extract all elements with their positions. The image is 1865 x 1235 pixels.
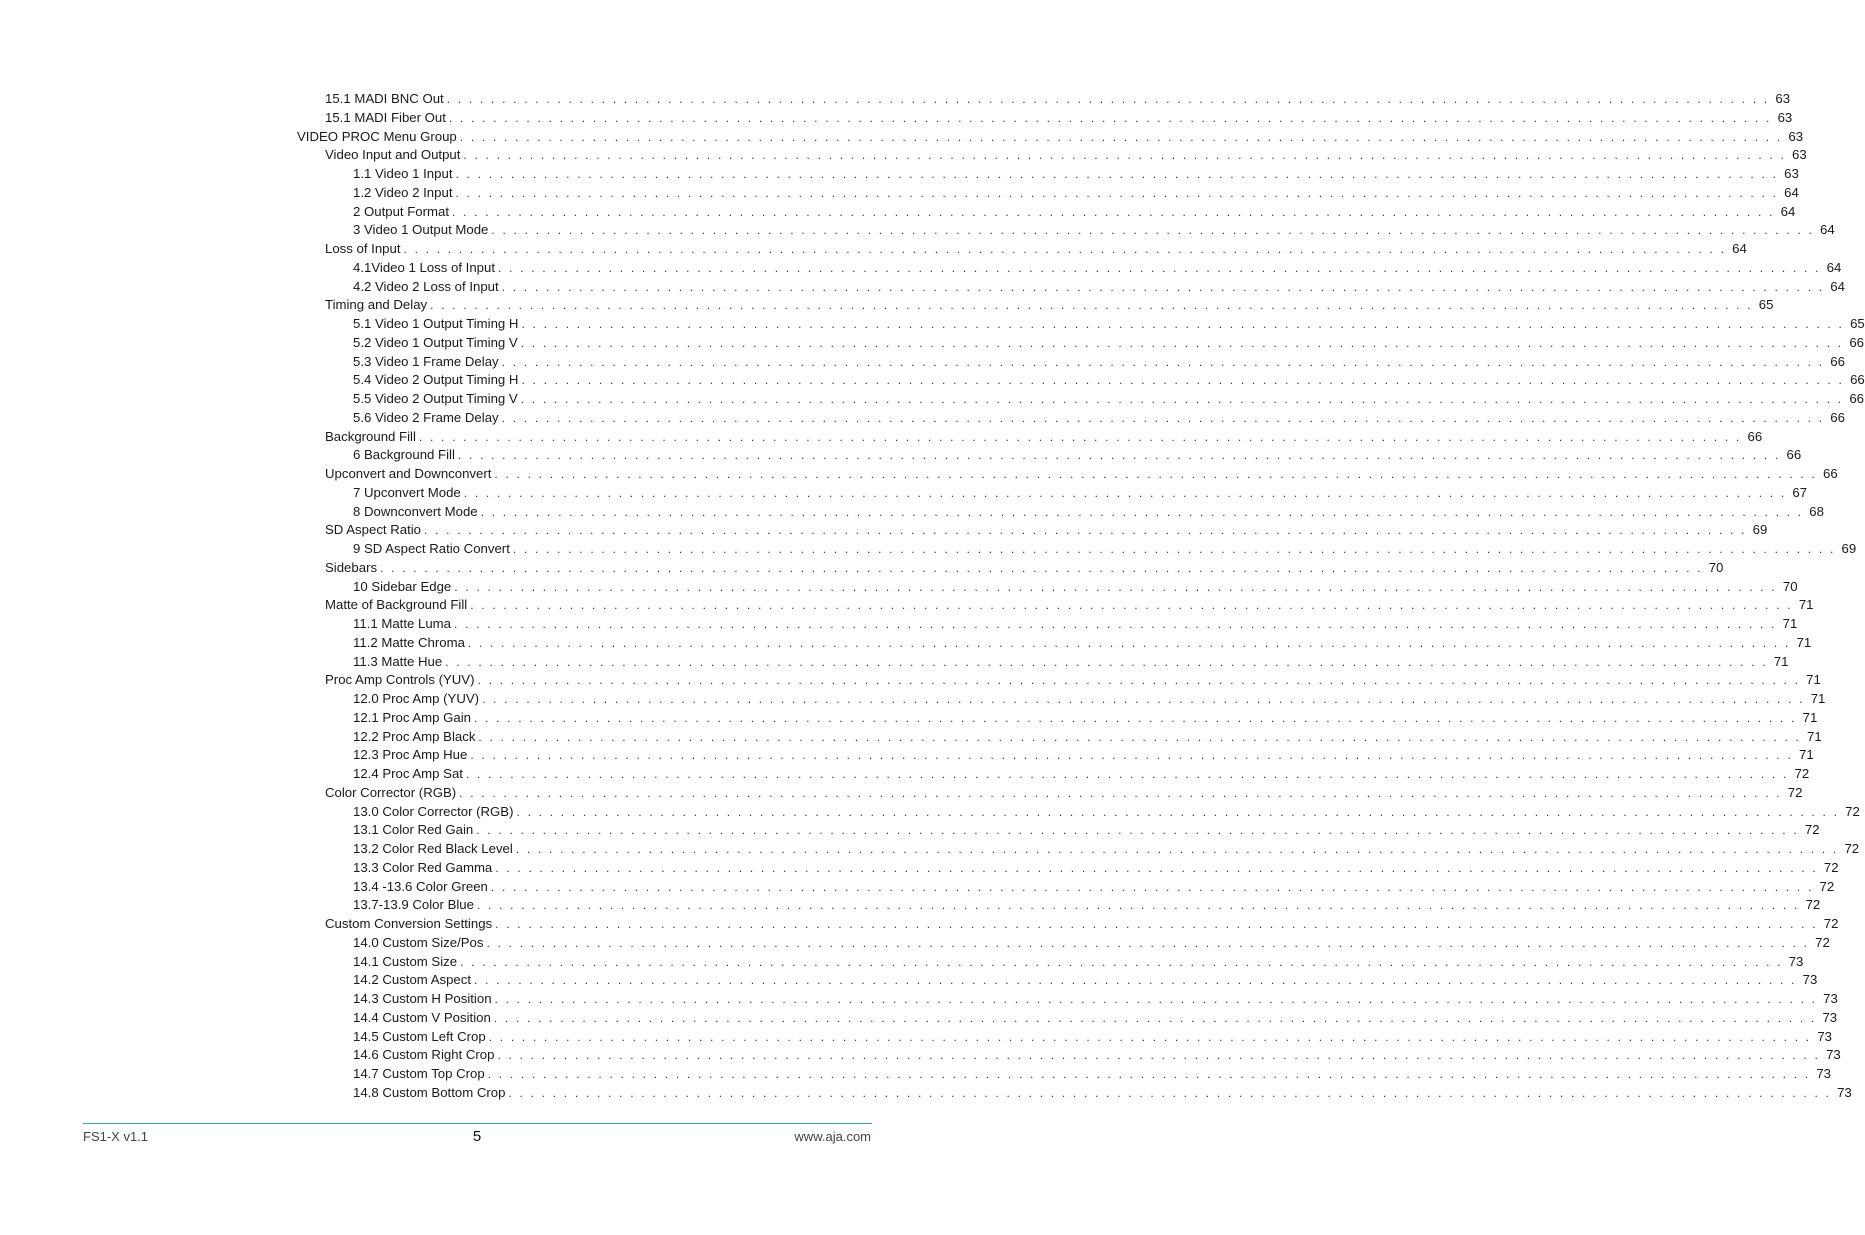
toc-entry[interactable]: [0, 653, 1789, 672]
toc-entry-page-number: 73: [1802, 972, 1818, 988]
toc-entry-title: Sidebars: [325, 559, 378, 575]
toc-entry-page-number: 64: [1830, 278, 1845, 294]
toc-entry-page-number: 73: [1826, 1047, 1841, 1063]
toc-entry[interactable]: [0, 709, 1818, 728]
toc-dot-leader: . . . . . . . . . . . . . . . . . . . . . . . . . . . . . . . . . . . . . . . . . . . . . . . . . . . . . . . . . . . . . . . . . . . . . . . . . . . . . . . . . . . . . . . . . . . . . . . . . . . . . . . . . . . . . . . . . . . . . . . .: [454, 617, 1777, 631]
toc-entry-page-number: 71: [1798, 747, 1814, 763]
toc-entry[interactable]: [0, 353, 1845, 372]
toc-entry[interactable]: [0, 690, 1826, 709]
toc-dot-leader: . . . . . . . . . . . . . . . . . . . . . . . . . . . . . . . . . . . . . . . . . . . . . . . . . . . . . . . . . . . . . . . . . . . . . . . . . . . . . . . . . . . . . . . . . . . . . . . . . . . . . . . . . . . . . . . . . . . . . . . .: [494, 467, 1818, 481]
toc-entry-title: 4.2 Video 2 Loss of Input: [353, 278, 499, 294]
toc-entry[interactable]: [0, 746, 1814, 765]
toc-entry[interactable]: [0, 840, 1860, 859]
toc-entry-page-number: 65: [1758, 297, 1774, 313]
toc-entry-page-number: 66: [1849, 334, 1864, 350]
toc-entry-page-number: 64: [1732, 241, 1747, 256]
toc-entry-title: 5.4 Video 2 Output Timing H: [353, 372, 519, 388]
toc-dot-leader: . . . . . . . . . . . . . . . . . . . . . . . . . . . . . . . . . . . . . . . . . . . . . . . . . . . . . . . . . . . . . . . . . . . . . . . . . . . . . . . . . . . . . . . . . . . . . . . . . . . . . . . . . . . . . . . . . . . . . . . .: [508, 1085, 1832, 1100]
toc-entry[interactable]: [0, 578, 1798, 597]
toc-entry[interactable]: [0, 971, 1818, 990]
toc-entry-title: 5.2 Video 1 Output Timing V: [353, 334, 518, 350]
toc-entry[interactable]: [0, 371, 1865, 390]
toc-dot-leader: . . . . . . . . . . . . . . . . . . . . . . . . . . . . . . . . . . . . . . . . . . . . . . . . . . . . . . . . . . . . . . . . . . . . . . . . . . . . . . . . . . . . . . . . . . . . . . . . . . . . . . . . . . . . . . . . . . . . . . . .: [476, 898, 1800, 913]
toc-entry[interactable]: [0, 765, 1810, 784]
toc-entry-title: 5.1 Video 1 Output Timing H: [353, 316, 519, 331]
toc-entry-page-number: 73: [1788, 953, 1804, 969]
toc-dot-leader: . . . . . . . . . . . . . . . . . . . . . . . . . . . . . . . . . . . . . . . . . . . . . . . . . . . . . . . . . . . . . . . . . . . . . . . . . . . . . . . . . . . . . . . . . . . . . . . . . . . . . . . . . . . . . . . . . . . . . . . .: [418, 429, 1742, 444]
toc-entry-title: 5.3 Video 1 Frame Delay: [353, 353, 499, 369]
toc-entry-title: 12.2 Proc Amp Black: [353, 728, 476, 744]
toc-dot-leader: . . . . . . . . . . . . . . . . . . . . . . . . . . . . . . . . . . . . . . . . . . . . . . . . . . . . . . . . . . . . . . . . . . . . . . . . . . . . . . . . . . . . . . . . . . . . . . . . . . . . . . . . . . . . . . . . . . . . . . . .: [467, 635, 1791, 650]
toc-entry[interactable]: [0, 128, 1804, 147]
toc-entry-page-number: 63: [1788, 128, 1804, 144]
toc-entry-title: 13.7-13.9 Color Blue: [353, 897, 474, 913]
toc-entry[interactable]: [0, 315, 1865, 334]
toc-entry[interactable]: [0, 615, 1798, 634]
toc-entry[interactable]: [0, 671, 1821, 690]
toc-dot-leader: . . . . . . . . . . . . . . . . . . . . . . . . . . . . . . . . . . . . . . . . . . . . . . . . . . . . . . . . . . . . . . . . . . . . . . . . . . . . . . . . . . . . . . . . . . . . . . . . . . . . . . . . . . . . . . . . . . . . . . . .: [455, 167, 1779, 181]
toc-dot-leader: . . . . . . . . . . . . . . . . . . . . . . . . . . . . . . . . . . . . . . . . . . . . . . . . . . . . . . . . . . . . . . . . . . . . . . . . . . . . . . . . . . . . . . . . . . . . . . . . . . . . . . . . . . . . . . . . . . . . . . . .: [520, 392, 1844, 406]
toc-dot-leader: . . . . . . . . . . . . . . . . . . . . . . . . . . . . . . . . . . . . . . . . . . . . . . . . . . . . . . . . . . . . . . . . . . . . . . . . . . . . . . . . . . . . . . . . . . . . . . . . . . . . . . . . . . . . . . . . . . . . . . . .: [463, 148, 1787, 163]
toc-entry-page-number: 64: [1780, 203, 1796, 219]
toc-entry-page-number: 72: [1844, 841, 1860, 856]
toc-entry-title: 11.1 Matte Luma: [353, 616, 451, 631]
toc-dot-leader: . . . . . . . . . . . . . . . . . . . . . . . . . . . . . . . . . . . . . . . . . . . . . . . . . . . . . . . . . . . . . . . . . . . . . . . . . . . . . . . . . . . . . . . . . . . . . . . . . . . . . . . . . . . . . . . . . . . . . . . .: [521, 373, 1845, 388]
toc-entry-page-number: 71: [1773, 653, 1789, 669]
toc-entry[interactable]: [0, 503, 1824, 522]
toc-entry[interactable]: [0, 203, 1796, 222]
toc-dot-leader: . . . . . . . . . . . . . . . . . . . . . . . . . . . . . . . . . . . . . . . . . . . . . . . . . . . . . . . . . . . . . . . . . . . . . . . . . . . . . . . . . . . . . . . . . . . . . . . . . . . . . . . . . . . . . . . . . . . . . . . .: [445, 654, 1768, 669]
toc-entry-title: 14.2 Custom Aspect: [353, 972, 472, 988]
toc-entry-title: Timing and Delay: [325, 297, 428, 313]
toc-dot-leader: . . . . . . . . . . . . . . . . . . . . . . . . . . . . . . . . . . . . . . . . . . . . . . . . . . . . . . . . . . . . . . . . . . . . . . . . . . . . . . . . . . . . . . . . . . . . . . . . . . . . . . . . . . . . . . . . . . . . . . . .: [380, 560, 1703, 575]
toc-dot-leader: . . . . . . . . . . . . . . . . . . . . . . . . . . . . . . . . . . . . . . . . . . . . . . . . . . . . . . . . . . . . . . . . . . . . . . . . . . . . . . . . . . . . . . . . . . . . . . . . . . . . . . . . . . . . . . . . . . . . . . . .: [465, 767, 1789, 781]
toc-dot-leader: . . . . . . . . . . . . . . . . . . . . . . . . . . . . . . . . . . . . . . . . . . . . . . . . . . . . . . . . . . . . . . . . . . . . . . . . . . . . . . . . . . . . . . . . . . . . . . . . . . . . . . . . . . . . . . . . . . . . . . . .: [470, 598, 1793, 613]
toc-entry-page-number: 71: [1782, 616, 1798, 631]
toc-entry-title: 5.5 Video 2 Output Timing V: [353, 391, 518, 406]
toc-dot-leader: . . . . . . . . . . . . . . . . . . . . . . . . . . . . . . . . . . . . . . . . . . . . . . . . . . . . . . . . . . . . . . . . . . . . . . . . . . . . . . . . . . . . . . . . . . . . . . . . . . . . . . . . . . . . . . . . . . . . . . . .: [446, 92, 1770, 106]
toc-entry-page-number: 64: [1820, 222, 1835, 238]
toc-entry[interactable]: [0, 596, 1814, 615]
toc-entry[interactable]: [0, 540, 1857, 559]
toc-entry-title: 3 Video 1 Output Mode: [353, 222, 489, 238]
toc-entry[interactable]: [0, 934, 1830, 953]
footer-website: www.aja.com: [794, 1129, 871, 1144]
toc-entry-page-number: 66: [1747, 428, 1763, 444]
toc-entry-page-number: 71: [1796, 634, 1812, 650]
toc-dot-leader: . . . . . . . . . . . . . . . . . . . . . . . . . . . . . . . . . . . . . . . . . . . . . . . . . . . . . . . . . . . . . . . . . . . . . . . . . . . . . . . . . . . . . . . . . . . . . . . . . . . . . . . . . . . . . . . . . . . . . . . .: [495, 860, 1818, 875]
toc-entry-page-number: 73: [1822, 1009, 1838, 1025]
toc-dot-leader: . . . . . . . . . . . . . . . . . . . . . . . . . . . . . . . . . . . . . . . . . . . . . . . . . . . . . . . . . . . . . . . . . . . . . . . . . . . . . . . . . . . . . . . . . . . . . . . . . . . . . . . . . . . . . . . . . . . . . . . .: [474, 973, 1797, 988]
toc-entry-page-number: 72: [1805, 897, 1821, 913]
toc-entry-title: 4.1Video 1 Loss of Input: [353, 259, 495, 275]
toc-dot-leader: . . . . . . . . . . . . . . . . . . . . . . . . . . . . . . . . . . . . . . . . . . . . . . . . . . . . . . . . . . . . . . . . . . . . . . . . . . . . . . . . . . . . . . . . . . . . . . . . . . . . . . . . . . . . . . . . . . . . . . . .: [430, 298, 1753, 313]
toc-dot-leader: . . . . . . . . . . . . . . . . . . . . . . . . . . . . . . . . . . . . . . . . . . . . . . . . . . . . . . . . . . . . . . . . . . . . . . . . . . . . . . . . . . . . . . . . . . . . . . . . . . . . . . . . . . . . . . . . . . . . . . . .: [459, 785, 1782, 800]
toc-entry-page-number: 64: [1826, 259, 1842, 275]
toc-entry-page-number: 66: [1850, 372, 1865, 388]
toc-entry-page-number: 70: [1782, 578, 1798, 594]
toc-entry-page-number: 73: [1823, 991, 1838, 1006]
toc-entry[interactable]: [0, 184, 1799, 203]
toc-dot-leader: . . . . . . . . . . . . . . . . . . . . . . . . . . . . . . . . . . . . . . . . . . . . . . . . . . . . . . . . . . . . . . . . . . . . . . . . . . . . . . . . . . . . . . . . . . . . . . . . . . . . . . . . . . . . . . . . . . . . . . . .: [497, 1048, 1821, 1063]
toc-entry-title: Color Corrector (RGB): [325, 784, 457, 800]
toc-entry[interactable]: [0, 165, 1799, 184]
toc-entry[interactable]: [0, 409, 1845, 428]
toc-entry-page-number: 72: [1823, 859, 1839, 875]
toc-dot-leader: . . . . . . . . . . . . . . . . . . . . . . . . . . . . . . . . . . . . . . . . . . . . . . . . . . . . . . . . . . . . . . . . . . . . . . . . . . . . . . . . . . . . . . . . . . . . . . . . . . . . . . . . . . . . . . . . . . . . . . . .: [512, 542, 1836, 556]
toc-entry-title: 15.1 MADI BNC Out: [325, 91, 444, 106]
toc-entry[interactable]: [0, 784, 1803, 803]
toc-dot-leader: . . . . . . . . . . . . . . . . . . . . . . . . . . . . . . . . . . . . . . . . . . . . . . . . . . . . . . . . . . . . . . . . . . . . . . . . . . . . . . . . . . . . . . . . . . . . . . . . . . . . . . . . . . . . . . . . . . . . . . . .: [482, 692, 1805, 706]
toc-entry-title: 10 Sidebar Edge: [353, 578, 452, 594]
toc-dot-leader: . . . . . . . . . . . . . . . . . . . . . . . . . . . . . . . . . . . . . . . . . . . . . . . . . . . . . . . . . . . . . . . . . . . . . . . . . . . . . . . . . . . . . . . . . . . . . . . . . . . . . . . . . . . . . . . . . . . . . . . .: [498, 260, 1821, 275]
toc-entry[interactable]: [0, 146, 1807, 165]
toc-entry[interactable]: [0, 728, 1822, 747]
toc-entry-title: 12.0 Proc Amp (YUV): [353, 691, 480, 706]
toc-dot-leader: . . . . . . . . . . . . . . . . . . . . . . . . . . . . . . . . . . . . . . . . . . . . . . . . . . . . . . . . . . . . . . . . . . . . . . . . . . . . . . . . . . . . . . . . . . . . . . . . . . . . . . . . . . . . . . . . . . . . . . . .: [452, 204, 1775, 219]
toc-dot-leader: . . . . . . . . . . . . . . . . . . . . . . . . . . . . . . . . . . . . . . . . . . . . . . . . . . . . . . . . . . . . . . . . . . . . . . . . . . . . . . . . . . . . . . . . . . . . . . . . . . . . . . . . . . . . . . . . . . . . . . . .: [474, 710, 1797, 725]
toc-dot-leader: . . . . . . . . . . . . . . . . . . . . . . . . . . . . . . . . . . . . . . . . . . . . . . . . . . . . . . . . . . . . . . . . . . . . . . . . . . . . . . . . . . . . . . . . . . . . . . . . . . . . . . . . . . . . . . . . . . . . . . . .: [463, 485, 1787, 500]
toc-dot-leader: . . . . . . . . . . . . . . . . . . . . . . . . . . . . . . . . . . . . . . . . . . . . . . . . . . . . . . . . . . . . . . . . . . . . . . . . . . . . . . . . . . . . . . . . . . . . . . . . . . . . . . . . . . . . . . . . . . . . . . . .: [448, 110, 1772, 125]
toc-entry-title: Matte of Background Fill: [325, 597, 468, 613]
toc-entry-title: SD Aspect Ratio: [325, 522, 422, 538]
toc-entry[interactable]: [0, 296, 1774, 315]
toc-entry-title: 11.2 Matte Chroma: [353, 634, 465, 650]
toc-entry-title: 14.5 Custom Left Crop: [353, 1028, 486, 1044]
toc-entry-title: 7 Upconvert Mode: [353, 484, 461, 500]
footer-product-version: FS1-X v1.1: [83, 1129, 149, 1144]
toc-entry-page-number: 71: [1798, 597, 1814, 613]
toc-entry-title: 13.4 -13.6 Color Green: [353, 878, 488, 894]
toc-dot-leader: . . . . . . . . . . . . . . . . . . . . . . . . . . . . . . . . . . . . . . . . . . . . . . . . . . . . . . . . . . . . . . . . . . . . . . . . . . . . . . . . . . . . . . . . . . . . . . . . . . . . . . . . . . . . . . . . . . . . . . . .: [521, 317, 1845, 331]
toc-entry[interactable]: [0, 634, 1812, 653]
toc-entry[interactable]: [0, 915, 1839, 934]
toc-entry-page-number: 64: [1784, 184, 1799, 200]
toc-entry-title: Custom Conversion Settings: [325, 916, 493, 931]
toc-entry[interactable]: [0, 109, 1793, 128]
toc-entry-title: 1.1 Video 1 Input: [353, 166, 453, 181]
toc-entry-page-number: 66: [1849, 391, 1864, 406]
toc-dot-leader: . . . . . . . . . . . . . . . . . . . . . . . . . . . . . . . . . . . . . . . . . . . . . . . . . . . . . . . . . . . . . . . . . . . . . . . . . . . . . . . . . . . . . . . . . . . . . . . . . . . . . . . . . . . . . . . . . . . . . . . .: [488, 1029, 1812, 1044]
toc-dot-leader: . . . . . . . . . . . . . . . . . . . . . . . . . . . . . . . . . . . . . . . . . . . . . . . . . . . . . . . . . . . . . . . . . . . . . . . . . . . . . . . . . . . . . . . . . . . . . . . . . . . . . . . . . . . . . . . . . . . . . . . .: [454, 579, 1777, 594]
toc-entry-page-number: 69: [1841, 541, 1857, 556]
toc-entry-title: 13.2 Color Red Black Level: [353, 841, 513, 856]
footer-page-number: 5: [472, 1128, 482, 1145]
toc-entry-title: Background Fill: [325, 428, 416, 444]
toc-entry-title: 15.1 MADI Fiber Out: [325, 109, 446, 125]
toc-entry-title: 13.3 Color Red Gamma: [353, 859, 493, 875]
toc-entry-title: 5.6 Video 2 Frame Delay: [353, 409, 499, 425]
toc-dot-leader: . . . . . . . . . . . . . . . . . . . . . . . . . . . . . . . . . . . . . . . . . . . . . . . . . . . . . . . . . . . . . . . . . . . . . . . . . . . . . . . . . . . . . . . . . . . . . . . . . . . . . . . . . . . . . . . . . . . . . . . .: [460, 954, 1783, 969]
toc-entry-page-number: 72: [1787, 784, 1803, 800]
toc-entry[interactable]: [0, 559, 1724, 578]
toc-dot-leader: . . . . . . . . . . . . . . . . . . . . . . . . . . . . . . . . . . . . . . . . . . . . . . . . . . . . . . . . . . . . . . . . . . . . . . . . . . . . . . . . . . . . . . . . . . . . . . . . . . . . . . . . . . . . . . . . . . . . . . . .: [490, 879, 1814, 894]
toc-entry-title: 12.4 Proc Amp Sat: [353, 766, 463, 781]
toc-entry-page-number: 71: [1807, 728, 1822, 744]
toc-entry[interactable]: [0, 428, 1763, 447]
toc-entry[interactable]: [0, 878, 1835, 897]
toc-entry[interactable]: [0, 896, 1821, 915]
toc-entry[interactable]: [0, 334, 1864, 353]
toc-entry-title: 14.1 Custom Size: [353, 953, 458, 969]
toc-entry-page-number: 73: [1817, 1028, 1832, 1044]
toc-entry-page-number: 66: [1830, 409, 1845, 425]
toc-dot-leader: . . . . . . . . . . . . . . . . . . . . . . . . . . . . . . . . . . . . . . . . . . . . . . . . . . . . . . . . . . . . . . . . . . . . . . . . . . . . . . . . . . . . . . . . . . . . . . . . . . . . . . . . . . . . . . . . . . . . . . . .: [515, 842, 1839, 856]
toc-dot-leader: . . . . . . . . . . . . . . . . . . . . . . . . . . . . . . . . . . . . . . . . . . . . . . . . . . . . . . . . . . . . . . . . . . . . . . . . . . . . . . . . . . . . . . . . . . . . . . . . . . . . . . . . . . . . . . . . . . . . . . . .: [495, 917, 1818, 931]
toc-entry-title: 12.1 Proc Amp Gain: [353, 709, 472, 725]
toc-entry-page-number: 63: [1777, 109, 1793, 125]
toc-entry[interactable]: [0, 1009, 1838, 1028]
toc-entry-page-number: 63: [1792, 147, 1807, 163]
toc-dot-leader: . . . . . . . . . . . . . . . . . . . . . . . . . . . . . . . . . . . . . . . . . . . . . . . . . . . . . . . . . . . . . . . . . . . . . . . . . . . . . . . . . . . . . . . . . . . . . . . . . . . . . . . . . . . . . . . . . . . . . . . .: [486, 935, 1810, 950]
toc-entry-page-number: 71: [1806, 672, 1821, 688]
toc-entry[interactable]: [0, 1028, 1832, 1047]
toc-dot-leader: . . . . . . . . . . . . . . . . . . . . . . . . . . . . . . . . . . . . . . . . . . . . . . . . . . . . . . . . . . . . . . . . . . . . . . . . . . . . . . . . . . . . . . . . . . . . . . . . . . . . . . . . . . . . . . . . . . . . . . . .: [424, 523, 1747, 538]
toc-entry-title: 1.2 Video 2 Input: [353, 184, 453, 200]
toc-entry-title: 6 Background Fill: [353, 447, 455, 463]
toc-entry[interactable]: [0, 1084, 1852, 1103]
toc-dot-leader: . . . . . . . . . . . . . . . . . . . . . . . . . . . . . . . . . . . . . . . . . . . . . . . . . . . . . . . . . . . . . . . . . . . . . . . . . . . . . . . . . . . . . . . . . . . . . . . . . . . . . . . . . . . . . . . . . . . . . . . .: [459, 129, 1783, 144]
toc-entry-page-number: 65: [1850, 316, 1865, 331]
toc-entry-title: 14.4 Custom V Position: [353, 1009, 491, 1025]
toc-dot-leader: . . . . . . . . . . . . . . . . . . . . . . . . . . . . . . . . . . . . . . . . . . . . . . . . . . . . . . . . . . . . . . . . . . . . . . . . . . . . . . . . . . . . . . . . . . . . . . . . . . . . . . . . . . . . . . . . . . . . . . . .: [501, 354, 1825, 369]
toc-entry-page-number: 68: [1809, 503, 1824, 519]
toc-entry[interactable]: [0, 221, 1835, 240]
toc-entry-title: 13.0 Color Corrector (RGB): [353, 803, 514, 819]
toc-dot-leader: . . . . . . . . . . . . . . . . . . . . . . . . . . . . . . . . . . . . . . . . . . . . . . . . . . . . . . . . . . . . . . . . . . . . . . . . . . . . . . . . . . . . . . . . . . . . . . . . . . . . . . . . . . . . . . . . . . . . . . . .: [478, 729, 1802, 744]
toc-entry[interactable]: [0, 521, 1768, 540]
toc-entry-title: 13.1 Color Red Gain: [353, 822, 474, 838]
toc-entry-title: 14.8 Custom Bottom Crop: [353, 1084, 506, 1100]
toc-entry-page-number: 63: [1784, 166, 1799, 181]
toc-entry-page-number: 72: [1794, 766, 1810, 781]
toc-entry-page-number: 71: [1802, 709, 1818, 725]
toc-entry-page-number: 67: [1792, 484, 1808, 500]
toc-dot-leader: . . . . . . . . . . . . . . . . . . . . . . . . . . . . . . . . . . . . . . . . . . . . . . . . . . . . . . . . . . . . . . . . . . . . . . . . . . . . . . . . . . . . . . . . . . . . . . . . . . . . . . . . . . . . . . . . . . . . . . . .: [493, 1010, 1817, 1025]
toc-entry-page-number: 72: [1823, 916, 1839, 931]
toc-dot-leader: . . . . . . . . . . . . . . . . . . . . . . . . . . . . . . . . . . . . . . . . . . . . . . . . . . . . . . . . . . . . . . . . . . . . . . . . . . . . . . . . . . . . . . . . . . . . . . . . . . . . . . . . . . . . . . . . . . . . . . . .: [455, 185, 1779, 200]
toc-entry[interactable]: [0, 390, 1864, 409]
toc-entry-title: 9 SD Aspect Ratio Convert: [353, 541, 510, 556]
toc-entry-page-number: 71: [1810, 691, 1826, 706]
toc-entry-title: 14.0 Custom Size/Pos: [353, 934, 484, 950]
toc-entry[interactable]: [0, 953, 1804, 972]
toc-entry-page-number: 73: [1837, 1084, 1852, 1100]
toc-entry-page-number: 72: [1804, 822, 1820, 838]
toc-entry-page-number: 72: [1815, 934, 1830, 950]
toc-dot-leader: . . . . . . . . . . . . . . . . . . . . . . . . . . . . . . . . . . . . . . . . . . . . . . . . . . . . . . . . . . . . . . . . . . . . . . . . . . . . . . . . . . . . . . . . . . . . . . . . . . . . . . . . . . . . . . . . . . . . . . . .: [516, 804, 1840, 819]
toc-entry[interactable]: [0, 484, 1808, 503]
toc-dot-leader: . . . . . . . . . . . . . . . . . . . . . . . . . . . . . . . . . . . . . . . . . . . . . . . . . . . . . . . . . . . . . . . . . . . . . . . . . . . . . . . . . . . . . . . . . . . . . . . . . . . . . . . . . . . . . . . . . . . . . . . .: [403, 242, 1727, 256]
toc-dot-leader: . . . . . . . . . . . . . . . . . . . . . . . . . . . . . . . . . . . . . . . . . . . . . . . . . . . . . . . . . . . . . . . . . . . . . . . . . . . . . . . . . . . . . . . . . . . . . . . . . . . . . . . . . . . . . . . . . . . . . . . .: [476, 823, 1799, 838]
toc-entry[interactable]: [0, 859, 1839, 878]
toc-entry-page-number: 66: [1830, 353, 1845, 369]
toc-dot-leader: . . . . . . . . . . . . . . . . . . . . . . . . . . . . . . . . . . . . . . . . . . . . . . . . . . . . . . . . . . . . . . . . . . . . . . . . . . . . . . . . . . . . . . . . . . . . . . . . . . . . . . . . . . . . . . . . . . . . . . . .: [501, 410, 1825, 425]
toc-entry-title: 14.3 Custom H Position: [353, 991, 492, 1006]
toc-dot-leader: . . . . . . . . . . . . . . . . . . . . . . . . . . . . . . . . . . . . . . . . . . . . . . . . . . . . . . . . . . . . . . . . . . . . . . . . . . . . . . . . . . . . . . . . . . . . . . . . . . . . . . . . . . . . . . . . . . . . . . . .: [487, 1067, 1811, 1081]
toc-entry[interactable]: [0, 278, 1845, 297]
toc-entry-page-number: 70: [1708, 559, 1724, 575]
toc-entry-page-number: 73: [1816, 1066, 1831, 1081]
toc-dot-leader: . . . . . . . . . . . . . . . . . . . . . . . . . . . . . . . . . . . . . . . . . . . . . . . . . . . . . . . . . . . . . . . . . . . . . . . . . . . . . . . . . . . . . . . . . . . . . . . . . . . . . . . . . . . . . . . . . . . . . . . .: [457, 448, 1781, 463]
toc-entry-title: 8 Downconvert Mode: [353, 503, 478, 519]
toc-dot-leader: . . . . . . . . . . . . . . . . . . . . . . . . . . . . . . . . . . . . . . . . . . . . . . . . . . . . . . . . . . . . . . . . . . . . . . . . . . . . . . . . . . . . . . . . . . . . . . . . . . . . . . . . . . . . . . . . . . . . . . . .: [520, 335, 1844, 350]
toc-dot-leader: . . . . . . . . . . . . . . . . . . . . . . . . . . . . . . . . . . . . . . . . . . . . . . . . . . . . . . . . . . . . . . . . . . . . . . . . . . . . . . . . . . . . . . . . . . . . . . . . . . . . . . . . . . . . . . . . . . . . . . . .: [480, 504, 1804, 519]
toc-entry-title: Proc Amp Controls (YUV): [325, 672, 475, 688]
toc-entry-page-number: 63: [1775, 91, 1791, 106]
toc-entry-page-number: 66: [1786, 447, 1802, 463]
toc-entry-page-number: 72: [1819, 878, 1835, 894]
toc-entry[interactable]: [0, 465, 1838, 484]
toc-dot-leader: . . . . . . . . . . . . . . . . . . . . . . . . . . . . . . . . . . . . . . . . . . . . . . . . . . . . . . . . . . . . . . . . . . . . . . . . . . . . . . . . . . . . . . . . . . . . . . . . . . . . . . . . . . . . . . . . . . . . . . . .: [494, 992, 1818, 1006]
toc-entry[interactable]: [0, 1046, 1841, 1065]
toc-dot-leader: . . . . . . . . . . . . . . . . . . . . . . . . . . . . . . . . . . . . . . . . . . . . . . . . . . . . . . . . . . . . . . . . . . . . . . . . . . . . . . . . . . . . . . . . . . . . . . . . . . . . . . . . . . . . . . . . . . . . . . . .: [470, 748, 1793, 763]
toc-entry-page-number: 69: [1752, 522, 1768, 538]
toc-entry-title: 2 Output Format: [353, 203, 450, 219]
toc-entry-title: Video Input and Output: [325, 147, 461, 163]
toc-entry-title: 11.3 Matte Hue: [353, 653, 443, 669]
toc-entry[interactable]: [0, 259, 1842, 278]
toc-entry-title: 14.7 Custom Top Crop: [353, 1066, 485, 1081]
toc-entry-title: Loss of Input: [325, 241, 401, 256]
toc-dot-leader: . . . . . . . . . . . . . . . . . . . . . . . . . . . . . . . . . . . . . . . . . . . . . . . . . . . . . . . . . . . . . . . . . . . . . . . . . . . . . . . . . . . . . . . . . . . . . . . . . . . . . . . . . . . . . . . . . . . . . . . .: [477, 673, 1801, 688]
toc-entry[interactable]: [0, 240, 1747, 259]
toc-entry-title: 14.6 Custom Right Crop: [353, 1047, 495, 1063]
toc-entry[interactable]: [0, 90, 1791, 109]
toc-dot-leader: . . . . . . . . . . . . . . . . . . . . . . . . . . . . . . . . . . . . . . . . . . . . . . . . . . . . . . . . . . . . . . . . . . . . . . . . . . . . . . . . . . . . . . . . . . . . . . . . . . . . . . . . . . . . . . . . . . . . . . . .: [491, 223, 1815, 238]
footer-divider: [83, 1123, 872, 1124]
toc-entry[interactable]: [0, 990, 1838, 1009]
table-of-contents: [0, 90, 1865, 1103]
toc-entry[interactable]: [0, 446, 1802, 465]
toc-entry-title: 12.3 Proc Amp Hue: [353, 747, 468, 763]
toc-entry-page-number: 66: [1823, 466, 1838, 481]
toc-entry-page-number: 72: [1845, 803, 1860, 819]
toc-entry-title: Upconvert and Downconvert: [325, 466, 492, 481]
toc-entry[interactable]: [0, 803, 1860, 822]
toc-entry-title: VIDEO PROC Menu Group: [297, 128, 457, 144]
toc-dot-leader: . . . . . . . . . . . . . . . . . . . . . . . . . . . . . . . . . . . . . . . . . . . . . . . . . . . . . . . . . . . . . . . . . . . . . . . . . . . . . . . . . . . . . . . . . . . . . . . . . . . . . . . . . . . . . . . . . . . . . . . .: [501, 279, 1825, 294]
toc-entry[interactable]: [0, 821, 1820, 840]
toc-entry[interactable]: [0, 1065, 1831, 1084]
